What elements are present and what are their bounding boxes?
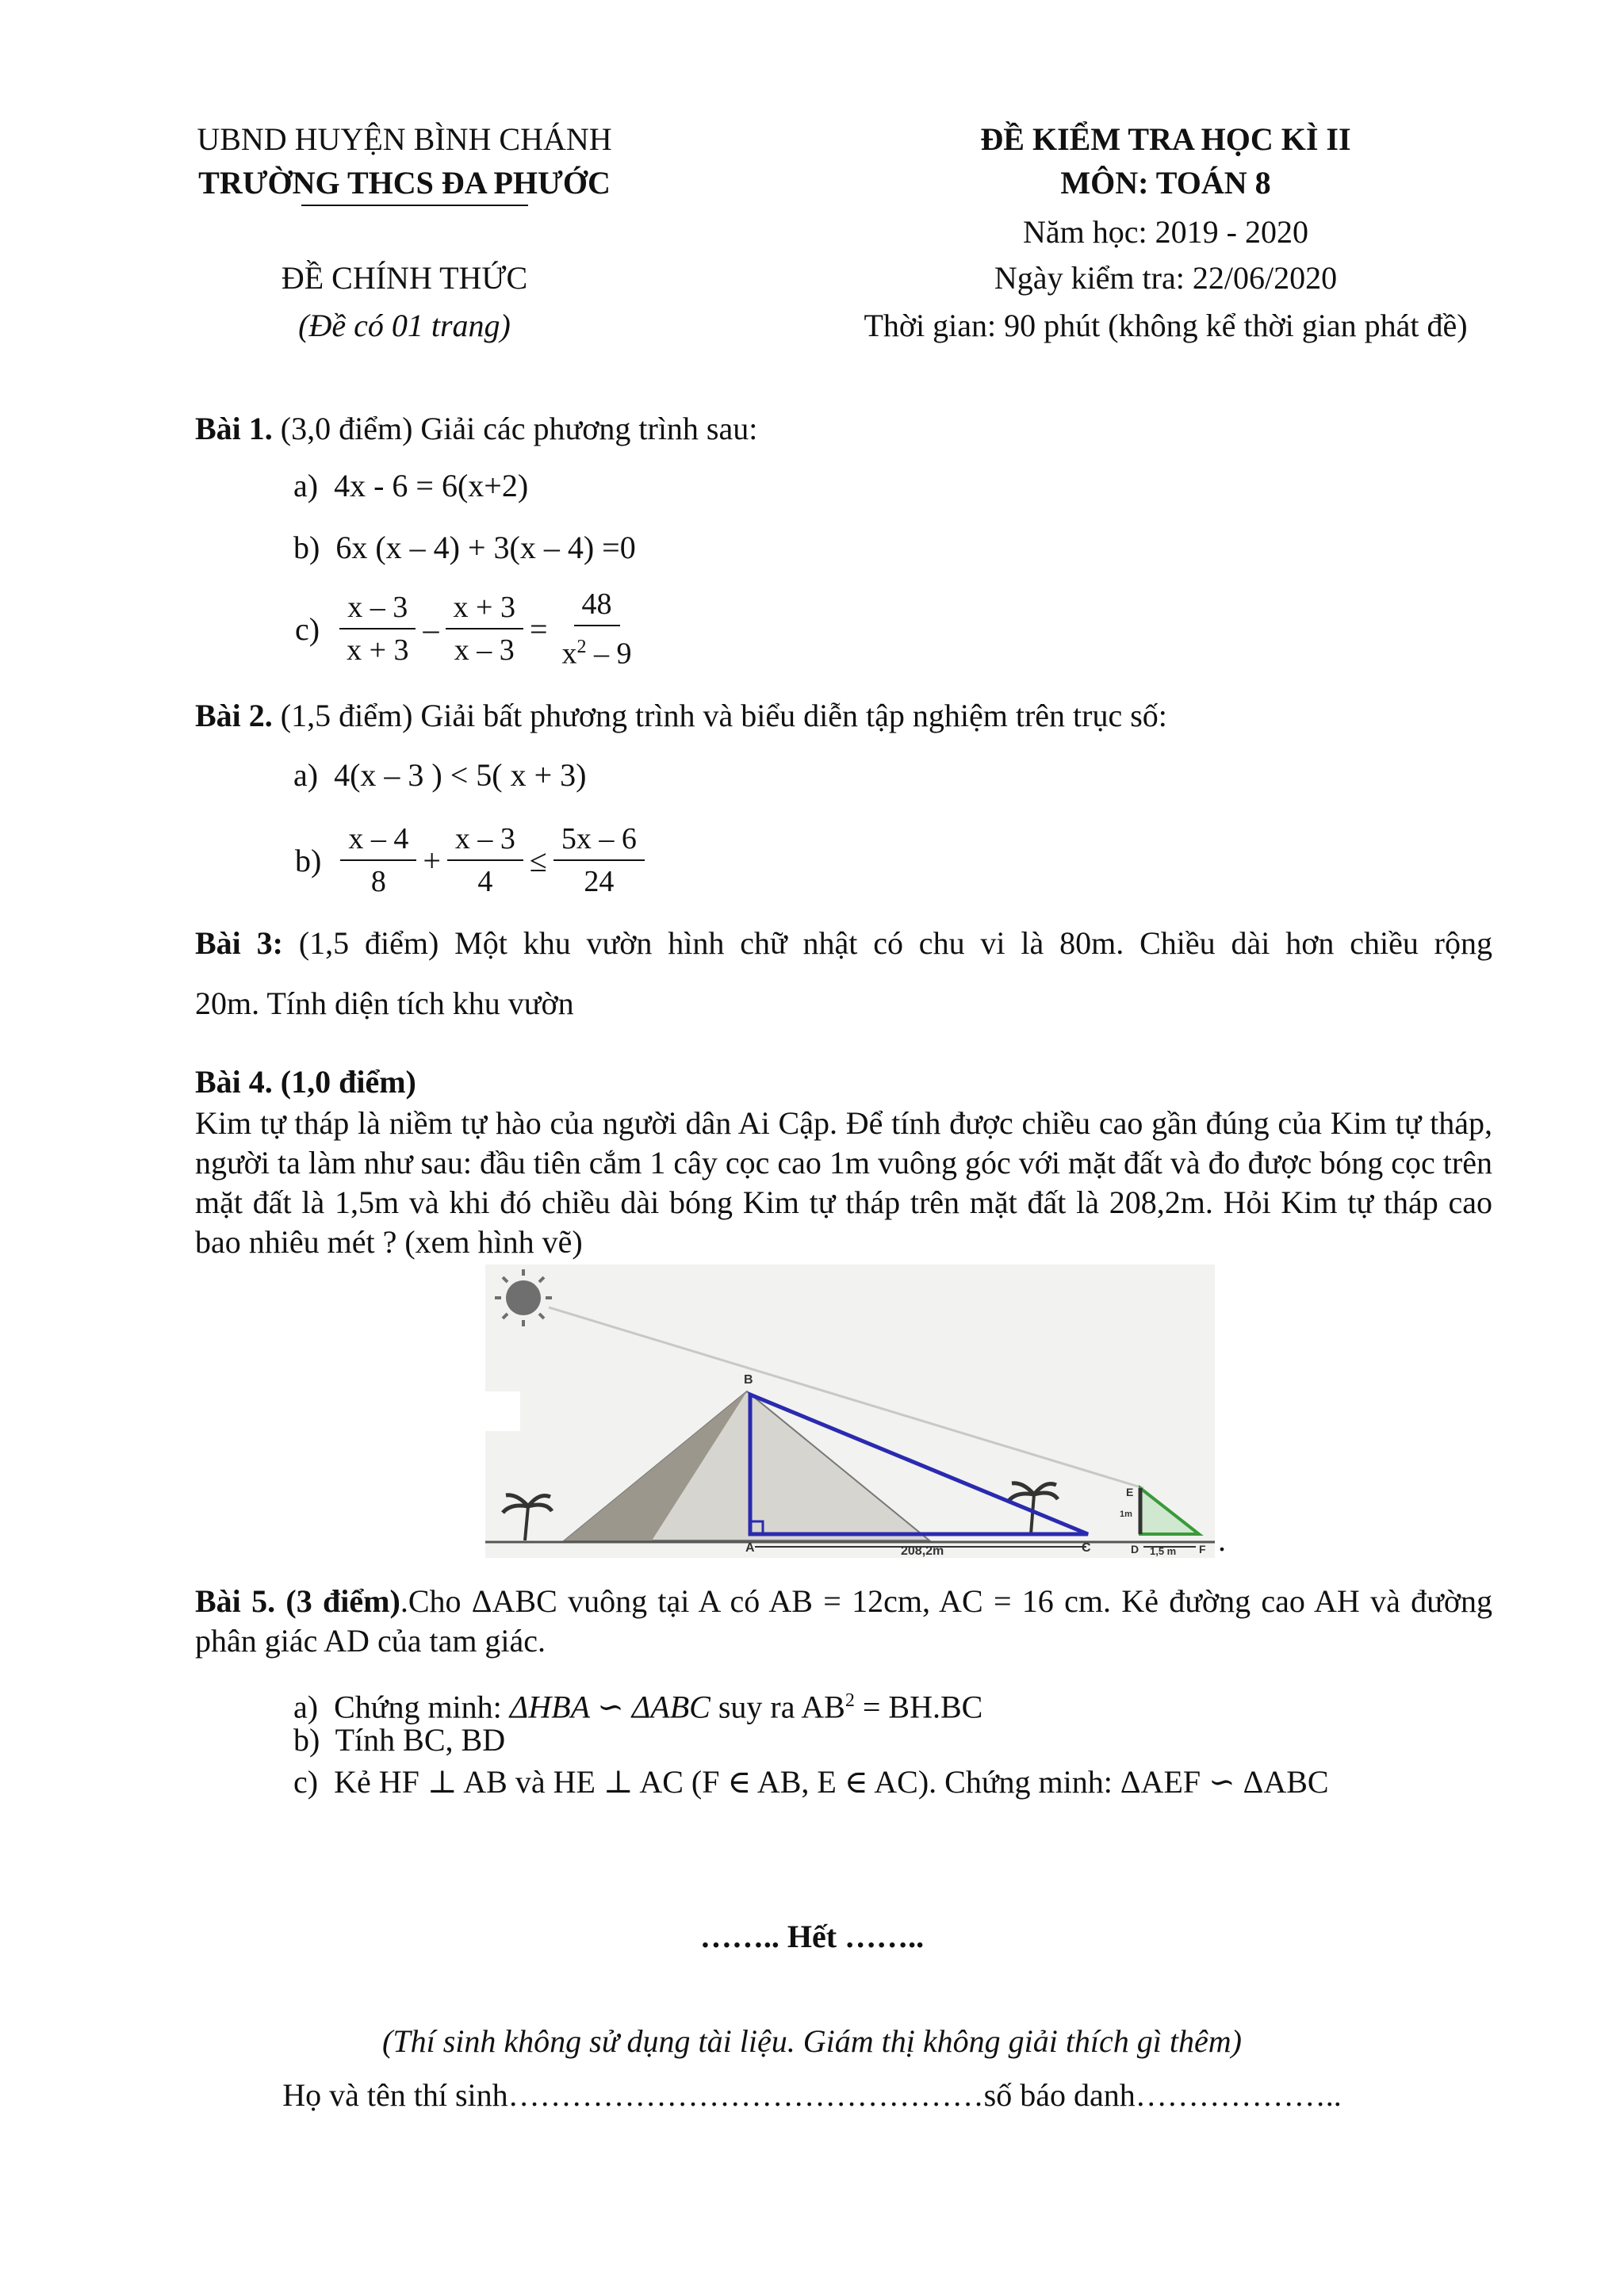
fraction-numerator: x – 4 [340, 821, 416, 861]
bai2-a-inequality: 4(x – 3 ) < 5( x + 3) [334, 757, 587, 793]
bai5-a-post: suy ra AB [710, 1689, 845, 1725]
bai2-b-label: b) [295, 842, 322, 878]
bai2-b-fraction-2 [447, 821, 523, 899]
bai1-title: Bài 1. [195, 411, 273, 446]
bai2-heading [195, 698, 1167, 734]
official-label: ĐỀ CHÍNH THỨC [281, 260, 528, 296]
bai3-title: Bài 3: [195, 925, 283, 961]
bai1-a-equation: 4x - 6 = 6(x+2) [334, 468, 529, 503]
bai5-intro-text: .Cho ΔABC vuông tại A có AB = 12cm, AC = 16 cm. Kẻ đường cao AH và đường phân giác AD của tam giác. [195, 1583, 1492, 1659]
bai5-b-text: Tính BC, BD [335, 1722, 506, 1758]
bai1-c-label: c) [295, 610, 320, 647]
bai5-a [293, 1682, 982, 1725]
candidate-info-line: Họ và tên thí sinh………………………………………số báo danh……………….. [282, 2077, 1342, 2113]
minus-operator: – [423, 610, 439, 647]
bai1-c-fraction-1 [339, 590, 416, 668]
bai1-c-fraction-3 [554, 587, 640, 672]
bai4-text: Kim tự tháp là niềm tự hào của người dân Ai Cập. Để tính được chiều cao gần đúng của Kim tự tháp, người ta làm như sau: đầu tiên cắm 1 cây cọc cao 1m vuông góc với mặt đất và đo được bóng cọc trên mặt đất là 1,5m và khi đó chiều dài bóng Kim tự tháp trên mặt đất là 208,2m. Hỏi Kim tự tháp cao bao nhiêu mét ? (xem hình vẽ) [195, 1105, 1492, 1260]
bai1-c [293, 587, 645, 672]
bai2-b-fraction-1 [340, 821, 416, 899]
bai5-b-label: b) [293, 1722, 320, 1758]
fraction-denominator: 8 [370, 865, 386, 898]
fraction-denominator: x + 3 [347, 633, 409, 668]
bai5-a-label: a) [293, 1689, 319, 1725]
bai3-text-2: 20m. Tính diện tích khu vườn [195, 985, 574, 1021]
bai1-b-equation: 6x (x – 4) + 3(x – 4) =0 [335, 530, 636, 565]
bai1-a-label: a) [293, 468, 319, 503]
fraction-denominator: 24 [584, 865, 615, 898]
bai1-intro: (3,0 điểm) Giải các phương trình sau: [280, 411, 758, 446]
fraction-numerator: 48 [574, 587, 620, 626]
fraction-numerator: x – 3 [447, 821, 523, 861]
label-e: E [1126, 1486, 1134, 1498]
bai5-title: Bài 5. (3 điểm) [195, 1583, 400, 1619]
pages-note: (Đề có 01 trang) [298, 308, 511, 343]
pyramid-figure [485, 1265, 1215, 1558]
district-name: UBND HUYỆN BÌNH CHÁNH [197, 121, 612, 157]
den-rest: – 9 [586, 637, 632, 671]
bai4-title: Bài 4. (1,0 điểm) [195, 1064, 416, 1100]
bai5-a-exponent: 2 [845, 1690, 855, 1711]
den-exponent: 2 [576, 637, 587, 657]
fraction-denominator [554, 626, 640, 672]
label-f: F [1199, 1543, 1206, 1556]
bai5-intro [195, 1582, 1492, 1661]
bai5-c-label: c) [293, 1764, 319, 1800]
exam-note: (Thí sinh không sử dụng tài liệu. Giám thị không giải thích gì thêm) [382, 2023, 1242, 2059]
school-name [159, 165, 650, 201]
bai2-b [293, 821, 649, 899]
label-c: C [1082, 1541, 1091, 1555]
figure-white-patch [485, 1391, 520, 1431]
label-d: D [1131, 1543, 1139, 1556]
bai2-b-fraction-3 [553, 821, 645, 899]
bai5-a-end: = BH.BC [854, 1689, 983, 1725]
stick-height-label: 1m [1120, 1510, 1132, 1519]
bai1-b [293, 530, 636, 566]
bai3-line-1 [195, 924, 1492, 963]
bai5-a-pre: Chứng minh: [334, 1689, 510, 1725]
fraction-numerator: x – 3 [339, 590, 416, 629]
bai1-c-fraction-2 [446, 590, 523, 668]
school-name-text: TRƯỜNG THCS ĐA PHƯỚC [198, 165, 611, 201]
bai1-b-label: b) [293, 530, 320, 565]
stick-shadow-label: 1,5 m [1150, 1545, 1177, 1557]
bai2-a [293, 757, 586, 794]
subject: MÔN: TOÁN 8 [1060, 165, 1271, 201]
fraction-denominator: 4 [477, 865, 493, 898]
school-underline [301, 205, 528, 206]
bai1-heading [195, 411, 757, 447]
pyramid-diagram [485, 1265, 1215, 1558]
bai1-a [293, 468, 528, 504]
bai5-c-text: Kẻ HF ⊥ AB và HE ⊥ AC (F ∈ AB, E ∈ AC). Chứng minh: ΔAEF ∽ ΔABC [334, 1764, 1329, 1800]
fraction-numerator: 5x – 6 [553, 821, 645, 861]
school-year: Năm học: 2019 - 2020 [1023, 214, 1308, 250]
end-marker: …….. Hết …….. [699, 1919, 925, 1954]
fraction-denominator: x – 3 [454, 633, 515, 668]
bai2-title: Bài 2. [195, 698, 273, 733]
leq-operator: ≤ [529, 842, 547, 878]
bai5-b [293, 1722, 505, 1758]
bai2-a-label: a) [293, 757, 319, 793]
equals-operator: = [529, 610, 548, 647]
figure-trailing-dot: . [1218, 1522, 1226, 1558]
plus-operator: + [423, 842, 441, 878]
exam-title: ĐỀ KIỂM TRA HỌC KÌ II [980, 121, 1351, 157]
bai5-a-similarity: ΔHBA ∽ ΔABC [509, 1689, 710, 1725]
bai5-c [293, 1764, 1329, 1800]
den-base: x [561, 637, 577, 671]
fraction-numerator: x + 3 [446, 590, 523, 629]
bai3-text-1: (1,5 điểm) Một khu vườn hình chữ nhật có chu vi là 80m. Chiều dài hơn chiều rộng [298, 925, 1492, 961]
label-a: A [745, 1541, 755, 1555]
shadow-length-label: 208,2m [901, 1544, 944, 1558]
exam-date: Ngày kiểm tra: 22/06/2020 [994, 260, 1338, 296]
bai2-intro: (1,5 điểm) Giải bất phương trình và biểu diễn tập nghiệm trên trục số: [280, 698, 1167, 733]
exam-duration: Thời gian: 90 phút (không kể thời gian phát đề) [864, 308, 1468, 343]
label-b: B [744, 1373, 753, 1387]
